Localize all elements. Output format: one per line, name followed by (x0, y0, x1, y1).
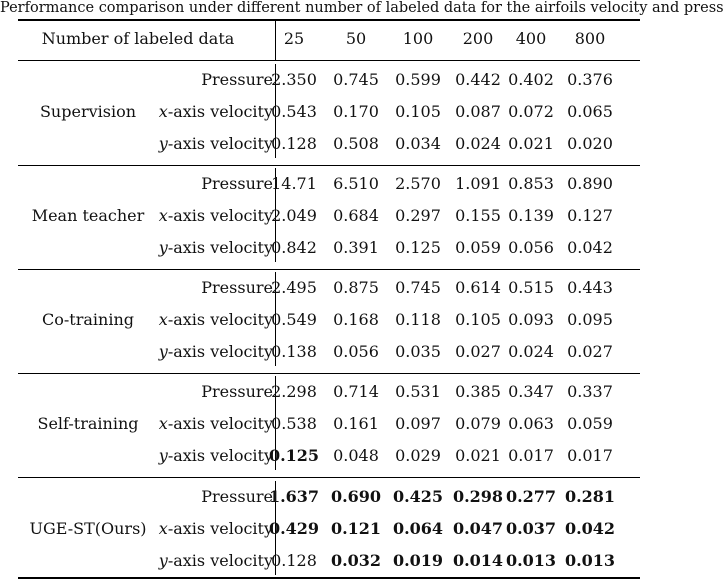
metric-axis-var: x (158, 206, 168, 225)
value-cell: 0.599 (395, 70, 441, 89)
value-cell: 0.105 (395, 102, 441, 121)
method-label: Self-training (37, 414, 139, 433)
value-cell: 0.690 (330, 487, 382, 506)
metric-label (150, 336, 273, 368)
value-cell: 0.842 (271, 238, 317, 257)
method-label: Co-training (42, 310, 134, 329)
value-cell: 2.298 (271, 382, 317, 401)
metric-name: -axis velocity (167, 342, 273, 361)
metric-label (150, 545, 273, 577)
value-cell: 0.297 (395, 206, 441, 225)
value-cell: 0.064 (392, 519, 444, 538)
value-cell: 0.048 (333, 446, 379, 465)
value-cell: 0.065 (567, 102, 613, 121)
table-caption: Performance comparison under different number of labeled data for the airfoils velocity and press (0, 0, 724, 16)
metric-axis-var: y (158, 551, 168, 570)
value-cell: 0.337 (567, 382, 613, 401)
value-cell: 0.277 (505, 487, 557, 506)
value-cell: 0.042 (567, 238, 613, 257)
metric-name: -axis velocity (167, 310, 273, 329)
value-cell: 0.127 (567, 206, 613, 225)
value-cell: 0.037 (505, 519, 557, 538)
metric-label (150, 481, 273, 513)
value-cell: 0.056 (508, 238, 554, 257)
group-separator (18, 269, 640, 270)
value-cell: 0.059 (455, 238, 501, 257)
metric-name: -axis velocity (167, 206, 273, 225)
value-cell: 0.063 (508, 414, 554, 433)
value-cell: 2.570 (395, 174, 441, 193)
metric-axis-var: x (158, 519, 168, 538)
metric-label (150, 272, 273, 304)
metric-name: -axis velocity (167, 519, 273, 538)
value-cell: 0.391 (333, 238, 379, 257)
value-cell: 0.059 (567, 414, 613, 433)
metric-label (150, 200, 273, 232)
metric-name: -axis velocity (167, 551, 273, 570)
header-col-400: 400 (515, 29, 547, 48)
metric-name: -axis velocity (167, 414, 273, 433)
value-cell: 0.875 (333, 278, 379, 297)
value-cell: 0.105 (455, 310, 501, 329)
metric-name: Pressure (201, 382, 273, 401)
value-cell: 0.139 (508, 206, 554, 225)
metric-label (150, 513, 273, 545)
group-separator (18, 165, 640, 166)
value-cell: 0.128 (271, 551, 317, 570)
metric-label (150, 232, 273, 264)
metric-axis-var: x (158, 414, 168, 433)
value-cell: 0.161 (333, 414, 379, 433)
value-cell: 0.056 (333, 342, 379, 361)
value-cell: 0.019 (392, 551, 444, 570)
value-cell: 0.087 (455, 102, 501, 121)
header-col-800: 800 (574, 29, 606, 48)
value-cell: 0.168 (333, 310, 379, 329)
metric-name: Pressure (201, 174, 273, 193)
value-cell: 0.014 (452, 551, 504, 570)
value-cell: 0.034 (395, 134, 441, 153)
value-cell: 0.155 (455, 206, 501, 225)
metric-label (150, 64, 273, 96)
value-cell: 0.543 (271, 102, 317, 121)
value-cell: 0.531 (395, 382, 441, 401)
metric-axis-var: y (158, 238, 168, 257)
metric-label (150, 96, 273, 128)
metric-label (150, 376, 273, 408)
value-cell: 0.425 (392, 487, 444, 506)
metric-name: -axis velocity (167, 446, 273, 465)
group-separator (18, 373, 640, 374)
header-col-200: 200 (462, 29, 494, 48)
value-cell: 0.853 (508, 174, 554, 193)
method-label: Supervision (39, 102, 137, 121)
metric-name: -axis velocity (167, 134, 273, 153)
value-cell: 2.049 (271, 206, 317, 225)
value-cell: 0.138 (271, 342, 317, 361)
value-cell: 0.128 (271, 134, 317, 153)
value-cell: 0.125 (268, 446, 320, 465)
metric-label (150, 168, 273, 200)
value-cell: 14.71 (271, 174, 317, 193)
metric-axis-var: x (158, 102, 168, 121)
value-cell: 0.118 (395, 310, 441, 329)
value-cell: 0.027 (455, 342, 501, 361)
value-cell: 0.402 (508, 70, 554, 89)
header-vline (275, 20, 276, 60)
metric-label (150, 440, 273, 472)
value-cell: 0.047 (452, 519, 504, 538)
metric-label (150, 304, 273, 336)
metric-axis-var: y (158, 446, 168, 465)
metric-label (150, 128, 273, 160)
value-cell: 0.443 (567, 278, 613, 297)
value-cell: 0.021 (508, 134, 554, 153)
value-cell: 0.093 (508, 310, 554, 329)
metric-name: Pressure (201, 487, 273, 506)
value-cell: 0.281 (564, 487, 616, 506)
value-cell: 0.442 (455, 70, 501, 89)
value-cell: 0.614 (455, 278, 501, 297)
group-separator (18, 477, 640, 478)
value-cell: 0.017 (567, 446, 613, 465)
header-rule (18, 60, 640, 61)
value-cell: 0.095 (567, 310, 613, 329)
metric-name: Pressure (201, 70, 273, 89)
value-cell: 0.125 (395, 238, 441, 257)
value-cell: 0.429 (268, 519, 320, 538)
value-cell: 0.032 (330, 551, 382, 570)
value-cell: 0.035 (395, 342, 441, 361)
metric-label (150, 408, 273, 440)
value-cell: 0.021 (455, 446, 501, 465)
value-cell: 6.510 (333, 174, 379, 193)
value-cell: 0.024 (508, 342, 554, 361)
value-cell: 0.013 (505, 551, 557, 570)
bottom-rule (18, 577, 640, 579)
value-cell: 0.714 (333, 382, 379, 401)
value-cell: 0.538 (271, 414, 317, 433)
top-rule (18, 19, 640, 21)
metric-axis-var: y (158, 134, 168, 153)
metric-name: -axis velocity (167, 102, 273, 121)
value-cell: 0.376 (567, 70, 613, 89)
value-cell: 0.017 (508, 446, 554, 465)
value-cell: 0.508 (333, 134, 379, 153)
value-cell: 0.745 (333, 70, 379, 89)
value-cell: 0.013 (564, 551, 616, 570)
value-cell: 1.637 (268, 487, 320, 506)
value-cell: 2.350 (271, 70, 317, 89)
value-cell: 0.072 (508, 102, 554, 121)
value-cell: 0.170 (333, 102, 379, 121)
value-cell: 0.020 (567, 134, 613, 153)
value-cell: 0.029 (395, 446, 441, 465)
method-label: Mean teacher (31, 206, 145, 225)
value-cell: 2.495 (271, 278, 317, 297)
value-cell: 0.385 (455, 382, 501, 401)
value-cell: 0.745 (395, 278, 441, 297)
value-cell: 0.549 (271, 310, 317, 329)
header-col-50: 50 (345, 29, 367, 48)
value-cell: 0.024 (455, 134, 501, 153)
header-col-25: 25 (283, 29, 305, 48)
value-cell: 0.042 (564, 519, 616, 538)
metric-axis-var: x (158, 310, 168, 329)
value-cell: 0.097 (395, 414, 441, 433)
method-label: UGE-ST(Ours) (29, 519, 147, 538)
value-cell: 0.121 (330, 519, 382, 538)
metric-axis-var: y (158, 342, 168, 361)
value-cell: 0.684 (333, 206, 379, 225)
header-col-100: 100 (402, 29, 434, 48)
metric-name: Pressure (201, 278, 273, 297)
value-cell: 0.027 (567, 342, 613, 361)
value-cell: 0.079 (455, 414, 501, 433)
value-cell: 0.298 (452, 487, 504, 506)
metric-name: -axis velocity (167, 238, 273, 257)
header-label: Number of labeled data (41, 29, 235, 48)
value-cell: 0.515 (508, 278, 554, 297)
value-cell: 1.091 (455, 174, 501, 193)
value-cell: 0.890 (567, 174, 613, 193)
value-cell: 0.347 (508, 382, 554, 401)
